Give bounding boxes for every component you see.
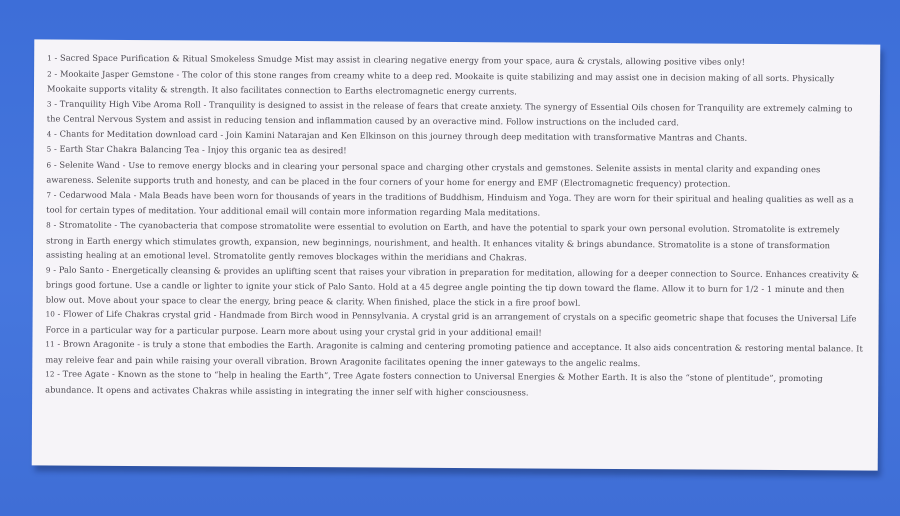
entry-number: 11 <box>45 339 55 349</box>
entry-11 <box>45 337 866 372</box>
entry-3 <box>47 96 868 131</box>
entry-2 <box>47 66 868 101</box>
entry-text: Flower of Life Chakras crystal grid - Handmade from Birch wood in Pennsylvania. A crystal grid is an arrangement of crystals on a specific geometric shape that focuses the Universal Life Force in a particular way for a particular purpose. Learn more about using your crystal grid in your additional email! <box>45 308 857 338</box>
entry-text: Chants for Meditation download card - Join Kamini Natarajan and Ken Elkinson on this journey through deep meditation with transformative Mantras and Chants. <box>59 128 748 143</box>
entry-text: Tree Agate - Known as the stone to “help in healing the Earth”, Tree Agate fosters connection to Universal Energies & Mother Earth. It is also the “stone of plentitude”, promoting abundance. It opens and activates Chakras while assisting in integrating the inner self with higher consciousness. <box>45 369 823 398</box>
entry-number: 12 <box>45 369 55 380</box>
entry-separator: - <box>51 68 60 79</box>
entry-10 <box>45 307 866 342</box>
entry-separator: - <box>50 189 60 200</box>
entry-number: 5 <box>46 144 52 154</box>
entry-number: 6 <box>46 160 52 170</box>
entry-number: 9 <box>45 265 51 275</box>
entry-8 <box>46 218 867 268</box>
entry-number: 10 <box>45 309 55 319</box>
entry-separator: - <box>51 98 60 109</box>
entry-separator: - <box>51 128 60 139</box>
entry-number: 8 <box>46 220 51 230</box>
entry-separator: - <box>50 219 60 230</box>
entry-text: Sacred Space Purification & Ritual Smokeless Smudge Mist may assist in clearing negative energy from your space, aura & crystals, allowing positive vibes only! <box>60 52 746 67</box>
product-info-card <box>32 39 881 470</box>
entry-12 <box>45 367 866 402</box>
entry-9 <box>46 262 867 312</box>
entry-separator: - <box>50 264 59 275</box>
entry-separator: - <box>51 52 61 63</box>
entry-number: 4 <box>46 129 52 139</box>
entry-number: 2 <box>47 69 52 79</box>
entry-separator: - <box>51 143 60 154</box>
entry-text: Palo Santo - Energetically cleansing & provides an uplifting scent that raises your vibration in preparation for meditation, allowing for a deeper connection to Source. Enhances creativity & brings good fortune. Use a candle or lighter to ignite your stick of Palo Santo. Hold at a 45 degree angle pointing the tip down toward the flame. Allow it to burn for 1/2 - 1 minute and then blow out. Move about your space to clear the energy, bring peace & clarity. When finished, place the stick in a fire proof bowl. <box>45 264 859 308</box>
entry-text: Earth Star Chakra Balancing Tea - Injoy this organic tea as desired! <box>59 143 347 156</box>
entry-number: 7 <box>46 190 51 200</box>
entry-text: Selenite Wand - Use to remove energy blocks and in clearing your personal space and charging other crystals and gemstones. Selenite assists in mental clarity and expanding ones awareness. Selenite supports truth and honesty, and can be placed in the four corners of your home for energy and EMF (Electromagnetic frequency) protection. <box>46 159 821 190</box>
entry-7 <box>46 187 867 222</box>
entry-separator: - <box>54 369 63 380</box>
entry-text: Stromatolite - The cyanobacteria that compose stromatolite were essential to evolution on Earth, and have the potential to spark your own personal evolution. Stromatolite is extremely strong in Earth energy which stimulates growth, expansion, new beginnings, nourishment, and health. It enhances vitality & brings abundance. Stromatolite is a stone of transformation assisting healing at an emotional level. Stromatolite gently removes blockages within the meridians and Chakras. <box>45 219 840 263</box>
entry-separator: - <box>54 338 63 349</box>
entry-separator: - <box>51 159 60 170</box>
entry-separator: - <box>54 308 64 319</box>
entry-text: Brown Aragonite - is truly a stone that embodies the Earth. Aragonite is calming and centering promoting patience and acceptance. It also aids concentration & restoring mental balance. It may releive fear and pain while raising your overall vibration. Brown Aragonite facilitates opening the inner gateways to the angelic realms. <box>45 338 863 369</box>
entry-text: Cedarwood Mala - Mala Beads have been worn for thousands of years in the traditions of Buddhism, Hinduism and Yoga. They are worn for their spiritual and healing qualities as well as a tool for certain types of meditation. Your additional email will contain more information regarding Mala meditations. <box>46 189 854 218</box>
entry-6 <box>46 157 867 192</box>
entry-text: Tranquility High Vibe Aroma Roll - Tranquility is designed to assist in the release of fears that create anxiety. The synergy of Essential Oils chosen for Tranquility are extremely calming to the Central Nervous System and assist in reducing tension and inflammation caused by an overactive mind. Follow instructions on the included card. <box>46 98 853 128</box>
entry-text: Mookaite Jasper Gemstone - The color of this stone ranges from creamy white to a deep red. Mookaite is quite stabilizing and may assist one in decision making of all sorts. Physically Mookaite supports vitality & strength. It also facilitates connection to Earths electromagnetic energy currents. <box>46 68 835 97</box>
entry-number: 1 <box>47 53 52 63</box>
entry-number: 3 <box>46 99 52 109</box>
